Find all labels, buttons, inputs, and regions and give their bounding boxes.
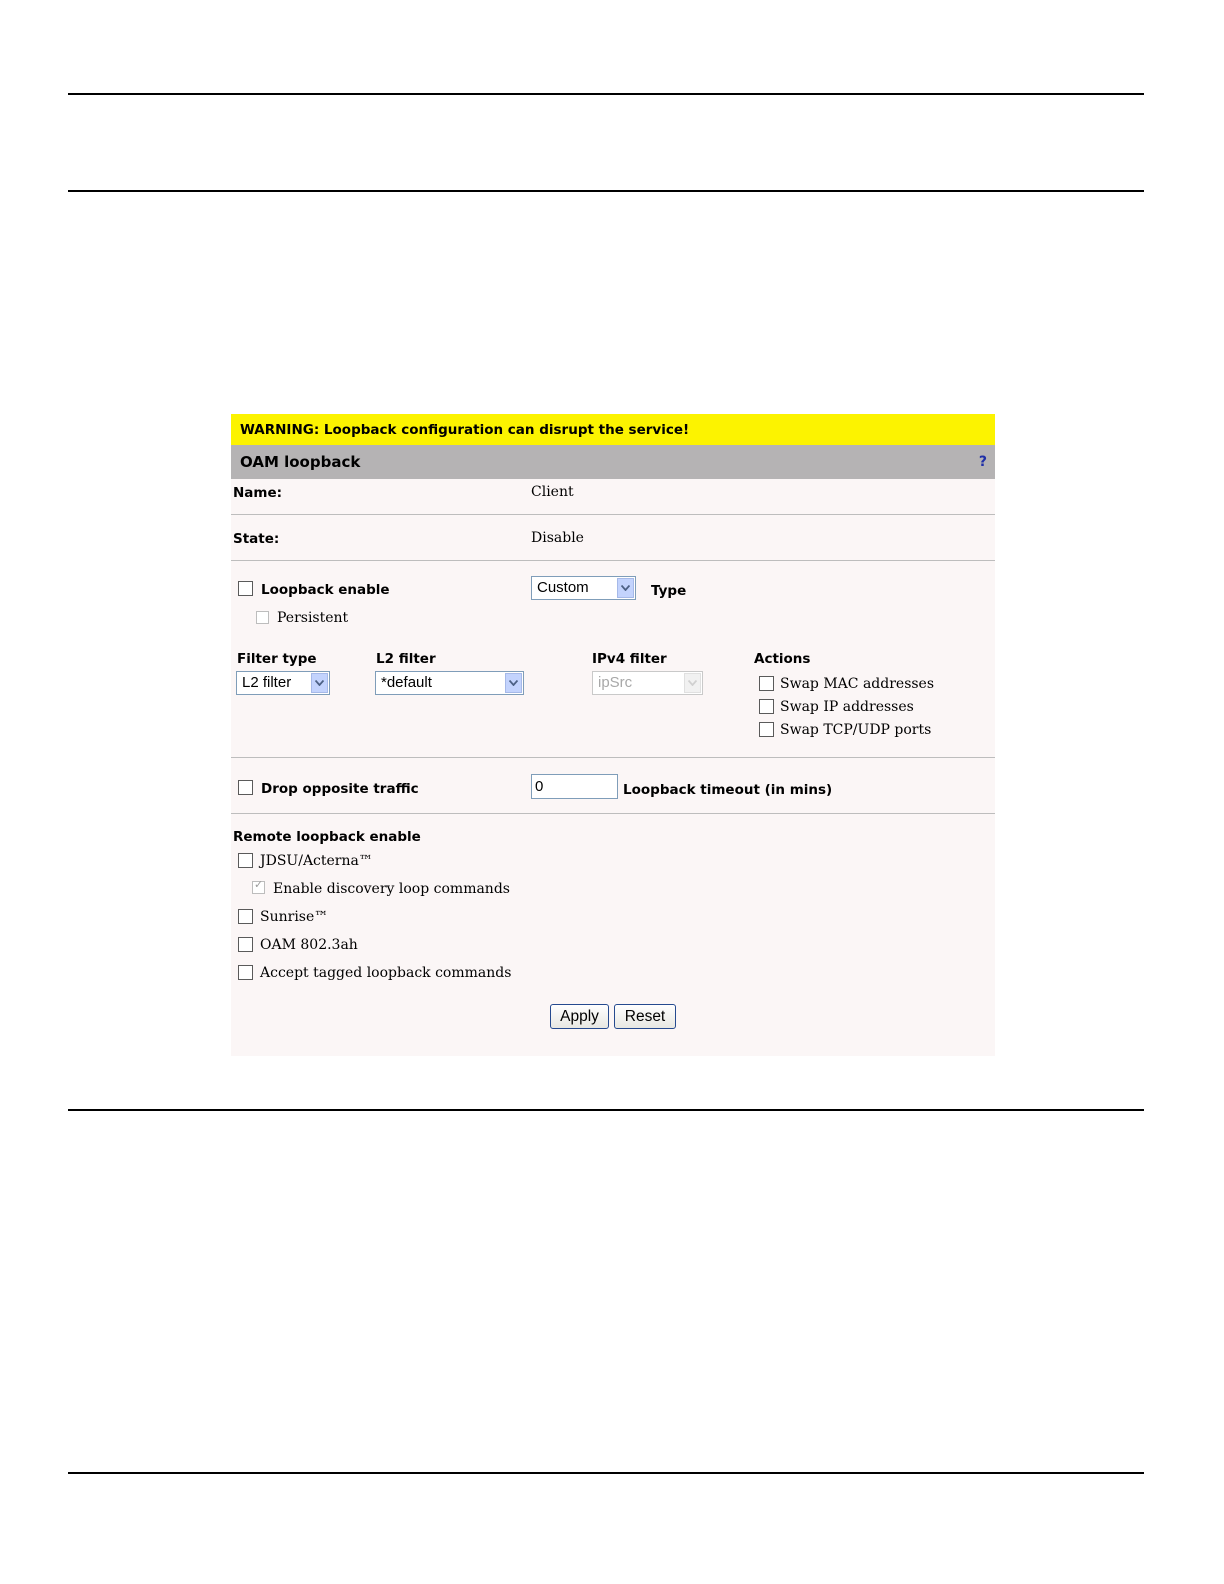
help-icon[interactable]: ?: [978, 454, 987, 470]
swap-ip-checkbox[interactable]: [759, 699, 774, 714]
chevron-down-icon[interactable]: [311, 673, 328, 693]
jdsu-acterna-checkbox[interactable]: [238, 853, 253, 868]
loopback-enable-checkbox[interactable]: [238, 581, 253, 596]
sunrise-checkbox[interactable]: [238, 909, 253, 924]
accept-tagged-label: Accept tagged loopback commands: [260, 965, 512, 981]
remote-loopback-label: Remote loopback enable: [233, 829, 421, 845]
persistent-label: Persistent: [277, 610, 349, 626]
state-label: State:: [233, 531, 280, 547]
divider: [231, 813, 995, 814]
swap-ports-label: Swap TCP/UDP ports: [780, 722, 932, 738]
accept-tagged-checkbox[interactable]: [238, 965, 253, 980]
ipv4-filter-select[interactable]: [592, 671, 703, 695]
chevron-down-icon[interactable]: [617, 578, 634, 598]
page-rule-top: [68, 93, 1144, 95]
type-select[interactable]: [531, 576, 636, 600]
reset-button[interactable]: Reset: [614, 1004, 676, 1029]
drop-opposite-traffic-label: Drop opposite traffic: [261, 781, 419, 797]
name-value: Client: [531, 484, 574, 500]
persistent-checkbox[interactable]: [256, 611, 269, 624]
drop-opposite-traffic-checkbox[interactable]: [238, 780, 253, 795]
loopback-timeout-label: Loopback timeout (in mins): [623, 782, 833, 798]
swap-mac-checkbox[interactable]: [759, 676, 774, 691]
chevron-down-icon[interactable]: [505, 673, 522, 693]
ipv4-filter-select-value: ipSrc: [598, 674, 633, 691]
apply-button[interactable]: Apply: [550, 1004, 609, 1029]
swap-ports-checkbox[interactable]: [759, 722, 774, 737]
type-label: Type: [651, 583, 687, 599]
warning-banner: WARNING: Loopback configuration can disrupt the service!: [231, 414, 995, 445]
discovery-loop-label: Enable discovery loop commands: [273, 881, 510, 897]
oam-loopback-panel: [231, 414, 995, 1056]
loopback-timeout-input[interactable]: 0: [531, 774, 618, 799]
check-icon: ✓: [254, 878, 264, 891]
ipv4-filter-label: IPv4 filter: [592, 651, 667, 667]
divider: [231, 514, 995, 515]
state-value: Disable: [531, 530, 584, 546]
name-label: Name:: [233, 485, 283, 501]
panel-header: [231, 445, 995, 479]
jdsu-acterna-label: JDSU/Acterna™: [260, 853, 373, 869]
divider: [231, 560, 995, 561]
panel-title: OAM loopback: [240, 453, 361, 471]
actions-label: Actions: [754, 651, 811, 667]
swap-mac-label: Swap MAC addresses: [780, 676, 935, 692]
l2-filter-select-value: *default: [381, 674, 432, 691]
oam-8023ah-checkbox[interactable]: [238, 937, 253, 952]
type-select-value: Custom: [537, 579, 589, 596]
page-rule-bottom: [68, 1472, 1144, 1474]
page-rule-header-bottom: [68, 190, 1144, 192]
oam-8023ah-label: OAM 802.3ah: [260, 937, 358, 953]
page-rule-after-figure: [68, 1109, 1144, 1111]
l2-filter-label: L2 filter: [376, 651, 436, 667]
filter-type-label: Filter type: [237, 651, 317, 667]
filter-type-select-value: L2 filter: [242, 674, 292, 691]
chevron-down-icon[interactable]: [684, 673, 701, 693]
swap-ip-label: Swap IP addresses: [780, 699, 914, 715]
filter-type-select[interactable]: [236, 671, 330, 695]
sunrise-label: Sunrise™: [260, 909, 329, 925]
discovery-loop-checkbox[interactable]: [252, 878, 265, 894]
loopback-enable-label: Loopback enable: [261, 582, 390, 598]
l2-filter-select[interactable]: [375, 671, 524, 695]
divider: [231, 757, 995, 758]
